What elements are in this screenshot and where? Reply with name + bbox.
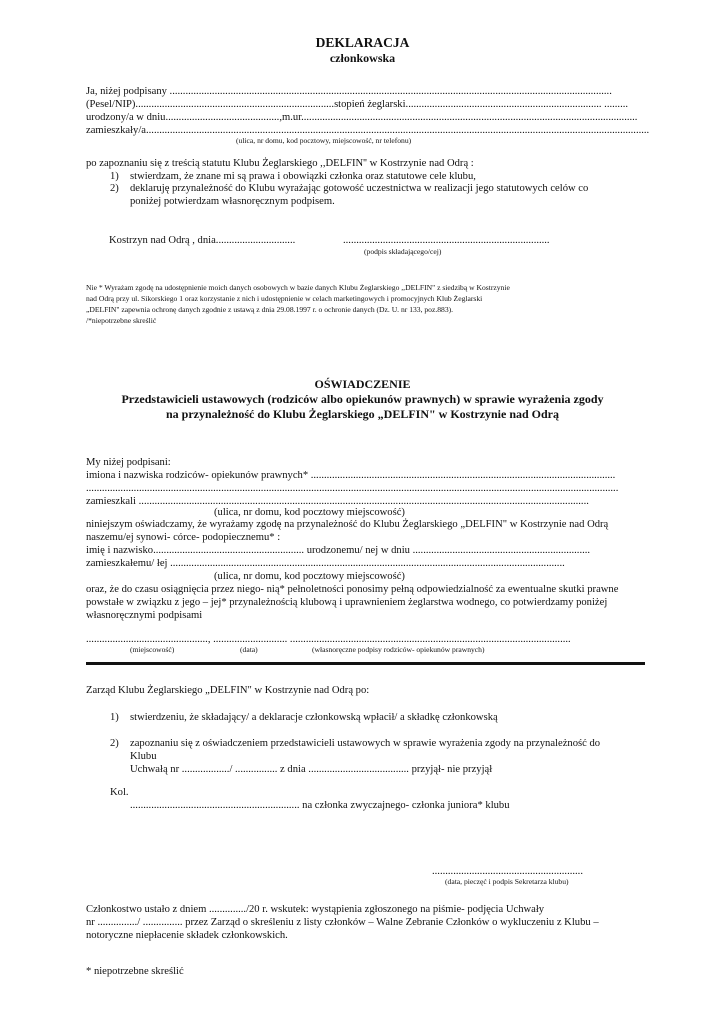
resolution-field[interactable]: Uchwałą nr ................../ ................ z dnia ...................................... przyjął- nie przyjął	[130, 764, 493, 775]
field-parents-address[interactable]: zamieszkali ..........................................................................................................................................................................	[86, 496, 589, 507]
consent-declaration: niniejszym oświadczamy, że wyrażamy zgodę na przynależność do Klubu Żeglarskiego „DELFIN" w Kostrzynie nad Odrą	[86, 519, 609, 530]
parents-signature-hint: (własnoręczne podpisy rodziców- opiekunów prawnych)	[312, 645, 485, 654]
address-hint: (ulica, nr domu, kod pocztowy, miejscowość, nr telefonu)	[236, 136, 412, 145]
declaration-title: DEKLARACJA	[315, 35, 410, 50]
statement-subtitle-line: Przedstawicieli ustawowych (rodziców albo opiekunów prawnych) w sprawie wyrażenia zgody	[121, 392, 604, 406]
field-parents-names-continued[interactable]: .........................................................................................................................................................................................................	[86, 483, 619, 494]
place-hint: (miejscowość)	[130, 645, 175, 654]
field-child-address[interactable]: zamieszkałemu/ łej .....................................................................................................................................................	[86, 558, 565, 569]
responsibility-text: oraz, że do czasu osiągnięcia przez niego- nią* pełnoletności ponosimy pełną odpowiedzialność za ewentualne skutki prawne	[86, 584, 619, 595]
board-intro: Zarząd Klubu Żeglarskiego „DELFIN" w Kostrzynie nad Odrą po:	[86, 685, 370, 696]
board-item-text-continued: Klubu	[130, 751, 157, 762]
declaration-subtitle: członkowska	[329, 51, 396, 65]
board-item-number: 2)	[110, 738, 119, 749]
point-text-continuation: poniżej potwierdzam własnoręcznym podpisem.	[130, 196, 335, 207]
point-text: stwierdzam, że znane mi są prawa i obowiązki członka oraz statutowe cele klubu,	[130, 171, 476, 182]
member-type-field[interactable]: ................................................................ na członka zwyczajnego- członka juniora* klubu	[130, 800, 510, 811]
termination-text: notoryczne niepłacenie składek członkowskich.	[86, 930, 288, 941]
signature-field[interactable]: ..............................................................................	[343, 235, 550, 246]
data-consent-footnote: /*niepotrzebne skreślić	[86, 316, 157, 325]
consent-declaration-continued: naszemu/ej synowi- córce- podopiecznemu* :	[86, 532, 281, 543]
field-address[interactable]: zamieszkały/a..............................................................................................................................................................................................	[86, 125, 650, 136]
termination-text[interactable]: Członkostwo ustało z dniem ............../20 r. wskutek: wystąpienia zgłoszonego na piśmie- podjęcia Uchwały	[86, 904, 545, 915]
responsibility-text: powstałe w związku z jego – jej* przynależnością klubową i uprawnieniem żeglarstwa wodnego, co potwierdzamy poniżej	[86, 597, 608, 608]
termination-text[interactable]: nr .............../ ............... przez Zarząd o skreśleniu z listy członków – Walne Zebranie Członków o wykluczeniu z Klubu –	[86, 917, 599, 928]
data-consent-line: nad Odrą przy ul. Sikorskiego 1 oraz korzystanie z nich i udostępnienie w celach marketingowych i promocyjnych Klub Żeglarski	[86, 294, 483, 303]
section-divider	[86, 662, 645, 665]
secretary-signature-hint: (data, pieczęć i podpis Sekretarza klubu)	[445, 877, 569, 886]
board-item-text: zapoznaniu się z oświadczeniem przedstawicieli ustawowych w sprawie wyrażenia zgody na przynależność do	[130, 738, 601, 749]
field-child-name-and-birth-date[interactable]: imię i nazwisko......................................................... urodzonemu/ nej w dniu ...................................................................	[86, 545, 591, 556]
point-text: deklaruję przynależność do Klubu wyrażając gotowość uczestnictwa w realizacji jego statutowych celów co	[130, 183, 589, 194]
field-birth-date-and-place[interactable]: urodzony/a w dniu...........................................,m.ur...............................................................................................................................	[86, 112, 638, 123]
statute-intro: po zapoznaniu się z treścią statutu Klubu Żeglarskiego ,,DELFIN'' w Kostrzynie nad Odrą :	[86, 158, 474, 169]
parents-signature-fields[interactable]: .............................................., ............................ ..........................................................................................................	[86, 634, 571, 645]
board-item-text: stwierdzeniu, że składający/ a deklaracje członkowską wpłacił/ a składkę członkowską	[130, 712, 498, 723]
data-consent-line: Nie * Wyrażam zgodę na udostępnienie moich danych osobowych w bazie danych Klubu Żeglarskiego ,,DELFIN" z siedzibą w Kostrzynie	[86, 283, 510, 292]
signature-hint: (podpis składającego/cej)	[364, 247, 442, 256]
point-number: 2)	[110, 183, 119, 194]
field-parents-names[interactable]: imiona i nazwiska rodziców- opiekunów prawnych* ...................................................................................................................	[86, 470, 616, 481]
responsibility-text: własnoręcznymi podpisami	[86, 610, 203, 621]
address-hint: (ulica, nr domu, kod pocztowy miejscowość)	[214, 507, 405, 518]
footnote: * niepotrzebne skreślić	[86, 966, 184, 977]
data-consent-line: „DELFIN" zapewnia ochronę danych zgodnie z ustawą z dnia 29.08.1997 r. o ochronie danych (Dz. U. nr 133, poz.883).	[86, 305, 454, 314]
statement-subtitle-line: na przynależność do Klubu Żeglarskiego „DELFIN" w Kostrzynie nad Odrą	[165, 407, 560, 421]
field-pesel-and-sailing-grade[interactable]: (Pesel/NIP)...........................................................................stopień żeglarski.......................................................................... .........	[86, 99, 629, 110]
colleague-label: Kol.	[110, 787, 129, 798]
date-hint: (data)	[240, 645, 258, 654]
board-item-number: 1)	[110, 712, 119, 723]
secretary-signature-field[interactable]: .........................................................	[432, 866, 583, 877]
address-hint: (ulica, nr domu, kod pocztowy miejscowość)	[214, 571, 405, 582]
place-and-date-field[interactable]: Kostrzyn nad Odrą , dnia..............................	[109, 235, 296, 246]
signatories-label: My niżej podpisani:	[86, 457, 171, 468]
field-full-name[interactable]: Ja, niżej podpisany .......................................................................................................................................................................	[86, 86, 612, 97]
statement-title: OŚWIADCZENIE	[314, 377, 411, 391]
point-number: 1)	[110, 171, 119, 182]
